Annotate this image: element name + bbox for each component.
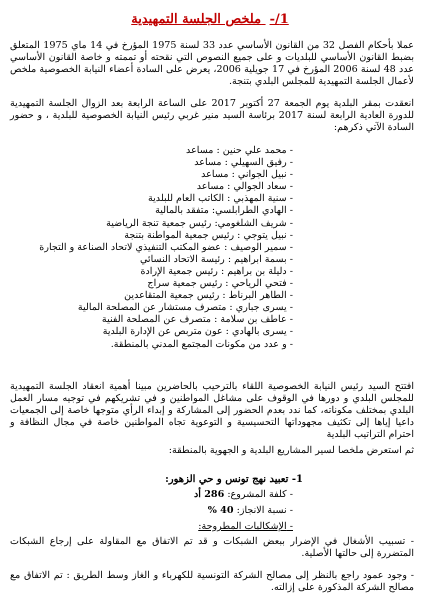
cost-label: كلفة المشروع: [227, 489, 287, 500]
issue-paragraph: - وجود عمود راجع بالنظر إلى مصالح الشركة التونسية للكهرباء و الغاز وسط الطريق : تم الاتفاق مع مصالح الشركة المذكورة على إزالته. [10, 570, 414, 593]
section-title-text: ملخص الجلسة التمهيدية [131, 12, 262, 27]
list-item: - يسرى جباري : متصرف مستشار عن المصلحة المالية [33, 302, 293, 314]
list-item: - رفيق السهيلي : مساعد [33, 157, 293, 169]
progress-label: نسبة الانجاز: [236, 505, 287, 516]
issue-text: وجود عمود راجع بالنظر إلى مصالح الشركة التونسية للكهرباء و الغاز وسط الطريق : تم الاتفاق مع مصالح الشركة المذكورة على إزالته. [10, 570, 414, 593]
list-item: - الهادي الطرابلسي: متفقد بالمالية [33, 205, 293, 217]
list-item: - محمد علي حنين : مساعد [33, 145, 293, 157]
list-item: - دليلة بن براهيم : رئيس جمعية الإرادة [33, 266, 293, 278]
list-item: - فتحي الرياحي : رئيس جمعية سراج [33, 278, 293, 290]
attendee-list [33, 145, 293, 351]
list-item: - سمير الوصيف : عضو المكتب التنفيذي لاتحاد الصناعة و التجارة [33, 242, 293, 254]
list-item: - نبيل الجواني : مساعد [33, 169, 293, 181]
section-title [120, 12, 300, 32]
issues-title-text: الإشكاليات المطروحة: [198, 521, 287, 532]
session-paragraph: انعقدت بمقر البلدية يوم الجمعة 27 أكتوبر 2017 على الساعة الرابعة بعد الزوال الجلسة التمهيدية للدورة العادية الرابعة لسنة 2017 برئاسة السيد منير غربي رئيس النيابة الخصوصية للبلدية ، و حضور السادة الآتي ذكرهم: [10, 98, 415, 133]
progress-value: 40 % [207, 505, 234, 516]
issue-text: تسبيب الأشغال في الإضرار ببعض الشبكات و قد تم الاتفاق مع المقاولة على إرجاع الشبكات المتضررة إلى حالتها الأصلية. [10, 536, 414, 559]
list-item: - نبيل يتوجي : رئيس جمعية المواطنة بتنجة [33, 230, 293, 242]
list-item: - شريف الشلغومي: رئيس جمعية تنجة الرياضية [33, 218, 293, 230]
opening-paragraph: افتتح السيد رئيس النيابة الخصوصية اللقاء بالترحيب بالحاضرين مبينا أهمية انعقاد الجلسة التمهيدية للمجلس البلدي و دورها في الوقوف على مشاغل المواطنين و في تشريكهم في توجيه مسار العمل البلدي بمختلف مكوناته، كما ندد بعدم الحضور إلى المشاركة و إبداء الرأي متوجها خاصة إلى الجمعيات داعيا إياها إلى تكثيف مجهوداتها التحسيسية و التوعوية تجاه المواطنين خاصة في مجال النظافة و احترام التراتيب البلدية [10, 381, 414, 440]
review-paragraph: ثم استعرض ملخصا لسير المشاريع البلدية و الجهوية بالمنطقة: [168, 445, 414, 456]
cost-value: 286 أد [193, 489, 225, 500]
project-heading: 1- تعبيد نهج تونس و حي الزهور: [165, 474, 303, 485]
list-item: - يسرى بالهادي : عون متربص عن الإدارة البلدية [33, 326, 293, 338]
list-item: - الطاهر البرناط : رئيس جمعية المتقاعدين [33, 290, 293, 302]
issue-paragraph: - تسبيب الأشغال في الإضرار ببعض الشبكات و قد تم الاتفاق مع المقاولة على إرجاع الشبكات المتضررة إلى حالتها الأصلية. [10, 536, 414, 559]
project-cost: - كلفة المشروع: 286 أد [193, 489, 293, 500]
intro-paragraph: عملا بأحكام الفصل 32 من القانون الأساسي عدد 33 لسنة 1975 المؤرخ في 14 ماي 1975 المتعلق بضبط القانون الأساسي للبلديات و على جميع النصوص التي نقحته أو تممته و خاصة القانون الأساسي عدد 48 لسنة 2006 المؤرخ في 17 جويلية 2006، يعرض على السادة أعضاء النيابة الخصوصية ملخص لأعمال الجلسة التمهيدية للمجلس البلدي بتنجة. [10, 40, 415, 87]
list-item: - سنية المهذبي : الكاتب العام للبلدية [33, 193, 293, 205]
list-item: - سعاد الجوالي : مساعد [33, 181, 293, 193]
section-number: 1/- [269, 12, 289, 27]
project-progress: - نسبة الانجاز: 40 % [207, 505, 293, 516]
list-item: - بسمة ابراهيم : رئيسة الاتحاد النسائي [33, 254, 293, 266]
list-item: - و عدد من مكونات المجتمع المدني بالمنطقة. [33, 339, 293, 351]
issues-title: - الإشكاليات المطروحة: [198, 521, 293, 532]
list-item: - عاطف بن سلامة : متصرف عن المصلحة الفنية [33, 314, 293, 326]
